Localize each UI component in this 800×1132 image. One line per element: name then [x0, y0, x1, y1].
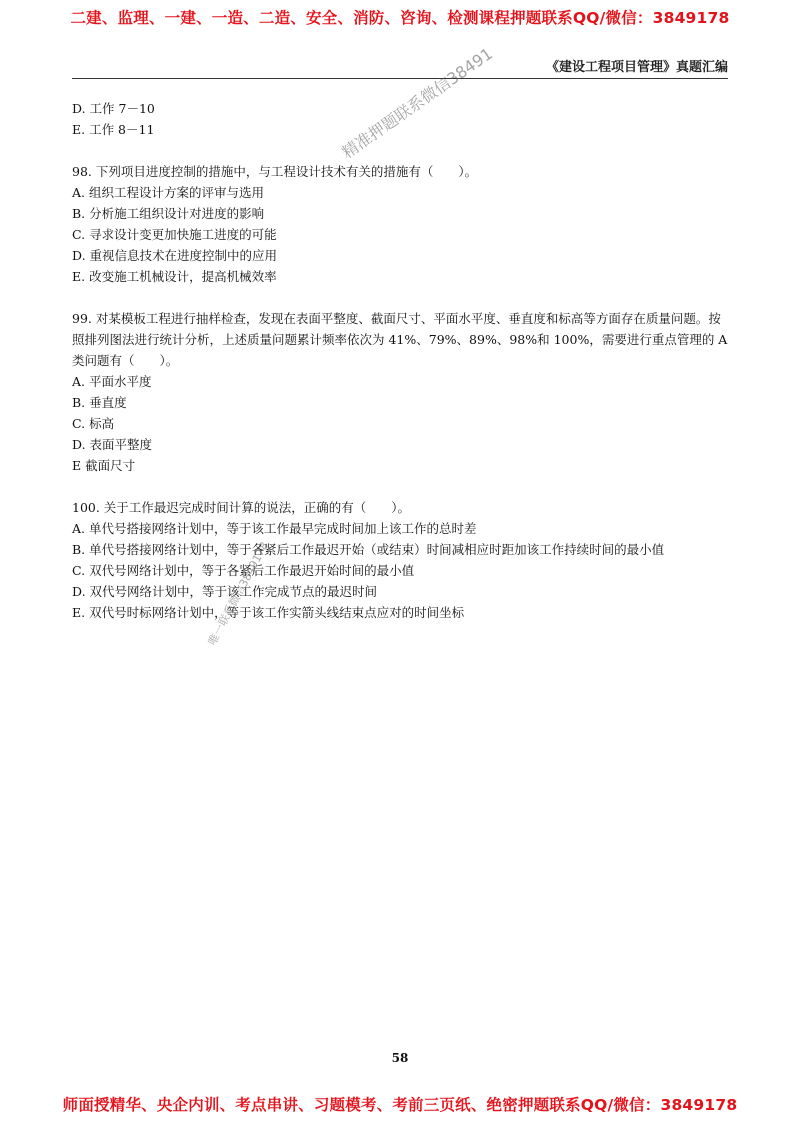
- option-b: B. 垂直度: [72, 395, 127, 410]
- option-b: B. 单代号搭接网络计划中，等于各紧后工作最迟开始（或结束）时间减相应时距加该工作持续时间的最小值: [72, 542, 665, 557]
- option-d: D. 表面平整度: [72, 437, 153, 452]
- option-d: D. 重视信息技术在进度控制中的应用: [72, 248, 278, 263]
- option-c: C. 标高: [72, 416, 115, 431]
- option-a: A. 单代号搭接网络计划中，等于该工作最早完成时间加上该工作的总时差: [72, 521, 477, 536]
- prev-option-d: D. 工作 7－10: [72, 101, 155, 116]
- book-title-header: 《建设工程项目管理》真题汇编: [545, 60, 728, 75]
- option-a: A. 平面水平度: [72, 374, 152, 389]
- question-99: [72, 308, 728, 476]
- top-promo-banner: 二建、监理、一建、一造、二造、安全、消防、咨询、检测课程押题联系QQ/微信：3849178: [70, 9, 730, 27]
- option-c: C. 双代号网络计划中，等于各紧后工作最迟开始时间的最小值: [72, 563, 415, 578]
- option-d: D. 双代号网络计划中，等于该工作完成节点的最迟时间: [72, 584, 378, 599]
- question-stem: 98. 下列项目进度控制的措施中，与工程设计技术有关的措施有（ ）。: [72, 164, 478, 179]
- option-b: B. 分析施工组织设计对进度的影响: [72, 206, 265, 221]
- page-number: 58: [391, 1051, 409, 1065]
- question-98: [72, 161, 728, 287]
- watermark-text: 唯一联系微信3849178: [205, 539, 272, 648]
- option-e: E 截面尺寸: [72, 458, 136, 473]
- page-content: [72, 98, 728, 623]
- question-100: [72, 497, 728, 623]
- question-stem: 99. 对某模板工程进行抽样检查，发现在表面平整度、截面尺寸、平面水平度、垂直度和标高等方面存在质量问题。按照排列图法进行统计分析，上述质量问题累计频率依次为 41%、79%、89%、98%和 100%，需要进行重点管理的 A 类问题有（ ）。: [72, 311, 728, 368]
- prev-option-e: E. 工作 8－11: [72, 122, 155, 137]
- bottom-promo-banner: 师面授精华、央企内训、考点串讲、习题模考、考前三页纸、绝密押题联系QQ/微信：3849178: [62, 1096, 738, 1114]
- header-divider: [72, 78, 728, 79]
- option-e: E. 改变施工机械设计，提高机械效率: [72, 269, 277, 284]
- question-stem: 100. 关于工作最迟完成时间计算的说法，正确的有（ ）。: [72, 500, 411, 515]
- option-e: E. 双代号时标网络计划中，等于该工作实箭头线结束点应对的时间坐标: [72, 605, 465, 620]
- option-c: C. 寻求设计变更加快施工进度的可能: [72, 227, 277, 242]
- option-a: A. 组织工程设计方案的评审与选用: [72, 185, 264, 200]
- watermark-text: 精准押题联系微信38491: [338, 44, 496, 163]
